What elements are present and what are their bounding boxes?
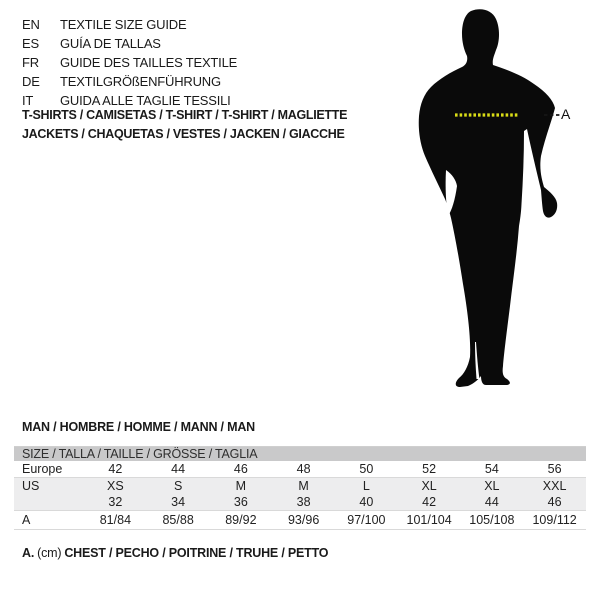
man-body-shape bbox=[419, 9, 557, 387]
size-cell: 50 bbox=[359, 462, 374, 476]
size-cell: L bbox=[362, 479, 370, 493]
size-table-header: SIZE / TALLA / TAILLE / GRÖSSE / TAGLIA bbox=[14, 447, 586, 461]
language-label: TEXTILE SIZE GUIDE bbox=[60, 17, 187, 32]
size-table-row bbox=[14, 494, 586, 511]
size-table-row bbox=[14, 511, 586, 530]
size-cell: 32 bbox=[108, 495, 123, 509]
footnote-marker: A. bbox=[22, 546, 35, 560]
language-label: GUÍA DE TALLAS bbox=[60, 36, 161, 51]
size-row-label: Europe bbox=[22, 462, 63, 476]
size-cell: 56 bbox=[547, 462, 562, 476]
size-cell: 42 bbox=[108, 462, 123, 476]
size-cell: 46 bbox=[547, 495, 562, 509]
size-row-label: US bbox=[22, 479, 40, 493]
size-table-row bbox=[14, 478, 586, 494]
size-cell: 101/104 bbox=[406, 513, 452, 527]
size-cell: 54 bbox=[484, 462, 499, 476]
size-cell: 44 bbox=[171, 462, 186, 476]
size-cell: 48 bbox=[296, 462, 311, 476]
size-table-row bbox=[14, 461, 586, 478]
category-line-jackets: JACKETS / CHAQUETAS / VESTES / JACKEN / GIACCHE bbox=[22, 127, 345, 141]
man-silhouette bbox=[415, 8, 565, 393]
language-code: FR bbox=[22, 55, 39, 70]
size-cell: 109/112 bbox=[532, 513, 577, 527]
language-row bbox=[22, 34, 237, 53]
size-cell: M bbox=[298, 479, 309, 493]
size-cell: 85/88 bbox=[162, 513, 194, 527]
size-cell: 81/84 bbox=[99, 513, 132, 527]
size-cell: XL bbox=[484, 479, 500, 493]
section-heading-man: MAN / HOMBRE / HOMME / MANN / MAN bbox=[22, 420, 255, 434]
size-cell: 34 bbox=[171, 495, 186, 509]
measure-label-a: A bbox=[561, 106, 571, 122]
size-cell: 89/92 bbox=[225, 513, 257, 527]
footnote-text: CHEST / PECHO / POITRINE / TRUHE / PETTO bbox=[64, 546, 329, 560]
size-cell: 42 bbox=[422, 495, 437, 509]
size-cell: 38 bbox=[296, 495, 311, 509]
size-cell: S bbox=[173, 479, 183, 493]
language-list bbox=[22, 15, 237, 110]
size-cell: 46 bbox=[233, 462, 248, 476]
size-cell: 52 bbox=[422, 462, 437, 476]
size-cell: 105/108 bbox=[469, 513, 515, 527]
size-cell: 40 bbox=[359, 495, 374, 509]
size-cell: 93/96 bbox=[287, 513, 320, 527]
size-cell: XS bbox=[107, 479, 124, 493]
category-line-tshirts: T-SHIRTS / CAMISETAS / T-SHIRT / T-SHIRT / MAGLIETTE bbox=[22, 108, 348, 122]
language-label: TEXTILGRÖßENFÜHRUNG bbox=[60, 74, 221, 89]
size-table bbox=[14, 446, 586, 530]
language-code: DE bbox=[22, 74, 40, 89]
language-code: IT bbox=[22, 93, 34, 108]
language-code: ES bbox=[22, 36, 39, 51]
language-label: GUIDA ALLE TAGLIE TESSILI bbox=[60, 93, 231, 108]
size-row-label bbox=[14, 494, 84, 510]
language-row bbox=[22, 72, 237, 91]
size-row-label: A bbox=[22, 513, 31, 527]
language-label: GUIDE DES TAILLES TEXTILE bbox=[60, 55, 238, 70]
size-cell: 97/100 bbox=[347, 513, 386, 527]
size-table-body bbox=[14, 461, 586, 530]
size-cell: M bbox=[235, 479, 247, 493]
size-cell: 36 bbox=[233, 495, 248, 509]
footnote-unit: (cm) bbox=[37, 546, 62, 560]
size-cell: 44 bbox=[484, 495, 499, 509]
language-row bbox=[22, 15, 237, 34]
footnote-chest bbox=[22, 546, 331, 560]
size-cell: XXL bbox=[542, 479, 567, 493]
language-code: EN bbox=[22, 17, 40, 32]
language-row bbox=[22, 53, 237, 72]
size-cell: XL bbox=[421, 479, 437, 493]
